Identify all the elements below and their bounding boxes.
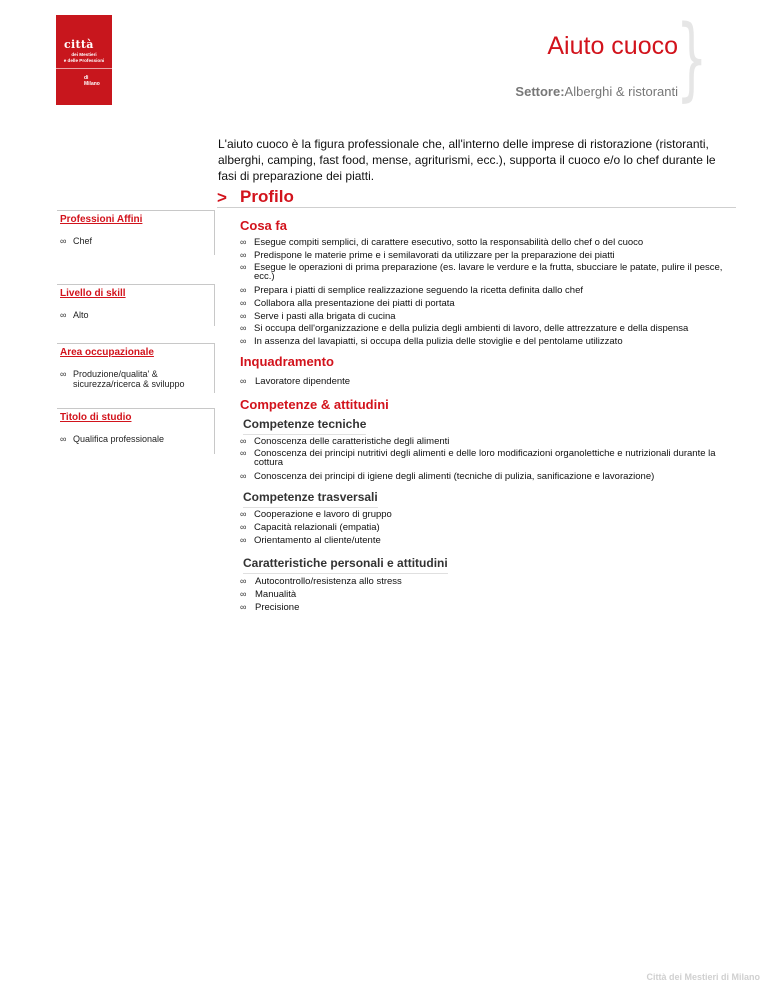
list-item: ∞ Conoscenza delle caratteristiche degli alimenti <box>240 436 450 447</box>
bullet-icon: ∞ <box>240 336 247 347</box>
bullet-icon: ∞ <box>240 576 247 586</box>
bullet-icon: ∞ <box>240 284 247 295</box>
sidebar-box-titolo <box>57 408 215 454</box>
list-item: ∞ Collabora alla presentazione dei piatti di portata <box>240 297 455 309</box>
footer-text: Città dei Mestieri di Milano <box>646 972 760 982</box>
sidebar-list-skill <box>60 310 210 320</box>
profilo-arrow-icon: > <box>217 188 227 207</box>
list-item: ∞ Orientamento al cliente/utente <box>240 534 381 546</box>
bullet-icon: ∞ <box>240 534 247 545</box>
logo-subtitle-line1: dei Mestieri <box>71 52 97 57</box>
bullet-icon: ∞ <box>60 434 67 444</box>
bullet-icon: ∞ <box>240 521 247 532</box>
bullet-icon: ∞ <box>240 470 247 481</box>
list-item: ∞ Qualifica professionale <box>60 434 165 444</box>
sidebar-title-affini[interactable]: Professioni Affini <box>60 214 143 225</box>
list-item: ∞ In assenza del lavapiatti, si occupa della pulizia delle stoviglie e del pentolame utilizzato <box>240 336 623 348</box>
sidebar-list-affini <box>60 236 210 246</box>
bullet-icon: ∞ <box>240 601 247 612</box>
list-item: ∞ Si occupa dell'organizzazione e della pulizia degli ambienti di lavoro, delle attrezzature e della dispensa <box>240 323 689 335</box>
list-item: ∞ Lavoratore dipendente <box>240 376 351 387</box>
profilo-title: Profilo <box>240 187 294 206</box>
list-item: ∞ Conoscenza dei principi nutritivi degli alimenti e delle loro modificazioni organolettiche e nutrizionali durante la cottura <box>240 447 716 468</box>
bullet-icon: ∞ <box>60 310 67 320</box>
list-item: ∞ Capacità relazionali (empatia) <box>240 521 380 533</box>
bullet-icon: ∞ <box>240 237 247 247</box>
bullet-icon: ∞ <box>60 236 67 246</box>
inquadramento-list <box>240 376 740 389</box>
bullet-icon: ∞ <box>60 369 67 379</box>
logo-city <box>84 76 100 87</box>
bullet-icon: ∞ <box>240 249 247 260</box>
cosa-fa-list <box>240 237 740 349</box>
list-item: ∞ Produzione/qualita' & sicurezza/ricerca & sviluppo <box>60 369 185 389</box>
bullet-icon: ∞ <box>240 297 247 308</box>
logo-di: di <box>84 75 89 81</box>
profilo-heading <box>217 189 736 208</box>
logo-name: città <box>64 38 94 51</box>
list-item: ∞ Cooperazione e lavoro di gruppo <box>240 509 392 520</box>
sector-label: Settore: <box>515 84 565 99</box>
list-item: ∞ Prepara i piatti di semplice realizzazione seguendo la ricetta definita dallo chef <box>240 284 583 296</box>
tecniche-list <box>240 436 740 484</box>
sidebar-box-affini <box>57 210 215 255</box>
brace-decoration: } <box>676 6 708 111</box>
section-title-inquadramento: Inquadramento <box>240 354 334 369</box>
sidebar-list-titolo <box>60 434 210 444</box>
sidebar-list-area <box>60 369 210 389</box>
bullet-icon: ∞ <box>240 323 247 334</box>
section-title-competenze: Competenze & attitudini <box>240 397 389 412</box>
list-item: ∞ Esegue compiti semplici, di carattere esecutivo, sotto la responsabilità dello chef o del cuoco <box>240 237 644 248</box>
logo-top-panel <box>56 15 112 69</box>
sidebar-box-area <box>57 343 215 393</box>
trasversali-list <box>240 509 740 548</box>
list-item: ∞ Autocontrollo/resistenza allo stress <box>240 576 402 587</box>
list-item: ∞ Predispone le materie prime e i semilavorati da utilizzare per la preparazione dei piatti <box>240 249 615 261</box>
sector-line <box>515 84 678 99</box>
list-item: ∞ Serve i pasti alla brigata di cucina <box>240 310 396 322</box>
subsection-title-trasversali: Competenze trasversali <box>243 490 378 508</box>
sidebar-title-skill[interactable]: Livello di skill <box>60 288 126 299</box>
subsection-title-personali: Caratteristiche personali e attitudini <box>243 556 448 574</box>
bullet-icon: ∞ <box>240 376 247 386</box>
list-item: ∞ Precisione <box>240 601 300 613</box>
logo <box>56 15 112 105</box>
list-item: ∞ Manualità <box>240 588 297 600</box>
logo-subtitle <box>60 52 108 63</box>
personali-list <box>240 576 740 615</box>
bullet-icon: ∞ <box>240 261 247 272</box>
logo-subtitle-line2: e delle Professioni <box>63 57 105 63</box>
sidebar-title-titolo[interactable]: Titolo di studio <box>60 412 132 423</box>
bullet-icon: ∞ <box>240 447 247 458</box>
list-item: ∞ Alto <box>60 310 89 320</box>
bullet-icon: ∞ <box>240 509 247 519</box>
section-title-cosa-fa: Cosa fa <box>240 218 287 233</box>
subsection-title-tecniche: Competenze tecniche <box>243 417 366 435</box>
intro-text: L'aiuto cuoco è la figura professionale che, all'interno delle imprese di ristorazione (ristoranti, alberghi, camping, fast food, mense, agriturismi, ecc.), supporta il cuoco e/o lo chef durante le fasi di preparazione dei piatti. <box>218 137 716 183</box>
bullet-icon: ∞ <box>240 588 247 599</box>
list-item: ∞ Esegue le operazioni di prima preparazione (es. lavare le verdure e la frutta, sbucciare le patate, pulire il pesce, ecc.) <box>240 261 723 282</box>
sector-value: Alberghi & ristoranti <box>564 84 678 99</box>
page-title: Aiuto cuoco <box>547 32 678 60</box>
list-item: ∞ Chef <box>60 236 93 246</box>
bullet-icon: ∞ <box>240 436 247 446</box>
logo-milano: Milano <box>84 80 100 87</box>
list-item: ∞ Conoscenza dei principi di igiene degli alimenti (tecniche di pulizia, sanificazione e lavorazione) <box>240 470 655 482</box>
sidebar-box-skill <box>57 284 215 326</box>
bullet-icon: ∞ <box>240 310 247 321</box>
sidebar-title-area[interactable]: Area occupazionale <box>60 347 154 358</box>
